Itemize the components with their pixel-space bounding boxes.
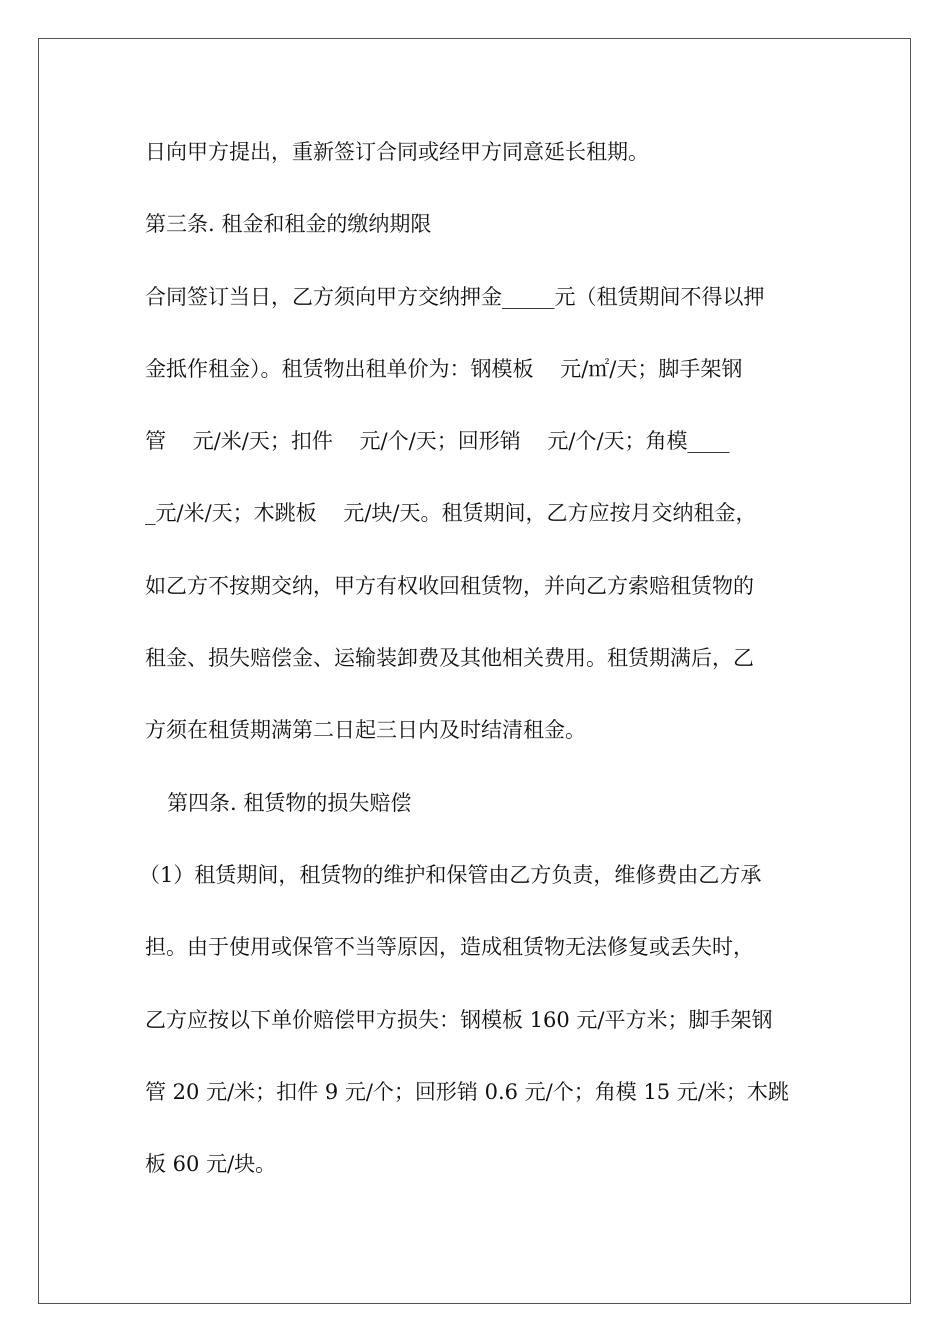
paragraph-line: 板 60 元/块。 [145,1152,277,1177]
paragraph-line: 日向甲方提出，重新签订合同或经甲方同意延长租期。 [145,140,649,164]
paragraph-line: 乙方应按以下单价赔偿甲方损失：钢模板 160 元/平方米；脚手架钢 [145,1007,773,1032]
paragraph-line: （1）租赁期间，租赁物的维护和保管由乙方负责，维修费由乙方承 [139,862,762,887]
article-three-heading: 第三条. 租金和租金的缴纳期限 [145,212,432,237]
paragraph-line: _元/米/天；木跳板 元/块/天。租赁期间，乙方应按月交纳租金， [145,501,757,526]
paragraph-line: 方须在租赁期满第二日起三日内及时结清租金。 [145,718,586,743]
document-body [139,128,810,1212]
paragraph-line: 管 元/米/天；扣件 元/个/天；回形销 元/个/天；角模____ [145,429,730,454]
paragraph-line: 如乙方不按期交纳，甲方有权收回租赁物，并向乙方索赔租赁物的 [145,573,754,598]
paragraph-line: 合同签订当日，乙方须向甲方交纳押金_____元（租赁期间不得以押 [145,284,765,309]
article-four-heading: 第四条. 租赁物的损失赔偿 [167,790,412,815]
paragraph-line: 担。由于使用或保管不当等原因，造成租赁物无法修复或丢失时， [145,935,754,960]
paragraph-line: 金抵作租金）。租赁物出租单价为：钢模板 元/㎡/天；脚手架钢 [145,356,743,381]
paragraph-line: 管 20 元/米；扣件 9 元/个；回形销 0.6 元/个；角模 15 元/米；木跳 [145,1079,789,1104]
paragraph-line: 租金、损失赔偿金、运输装卸费及其他相关费用。租赁期满后，乙 [145,646,754,671]
